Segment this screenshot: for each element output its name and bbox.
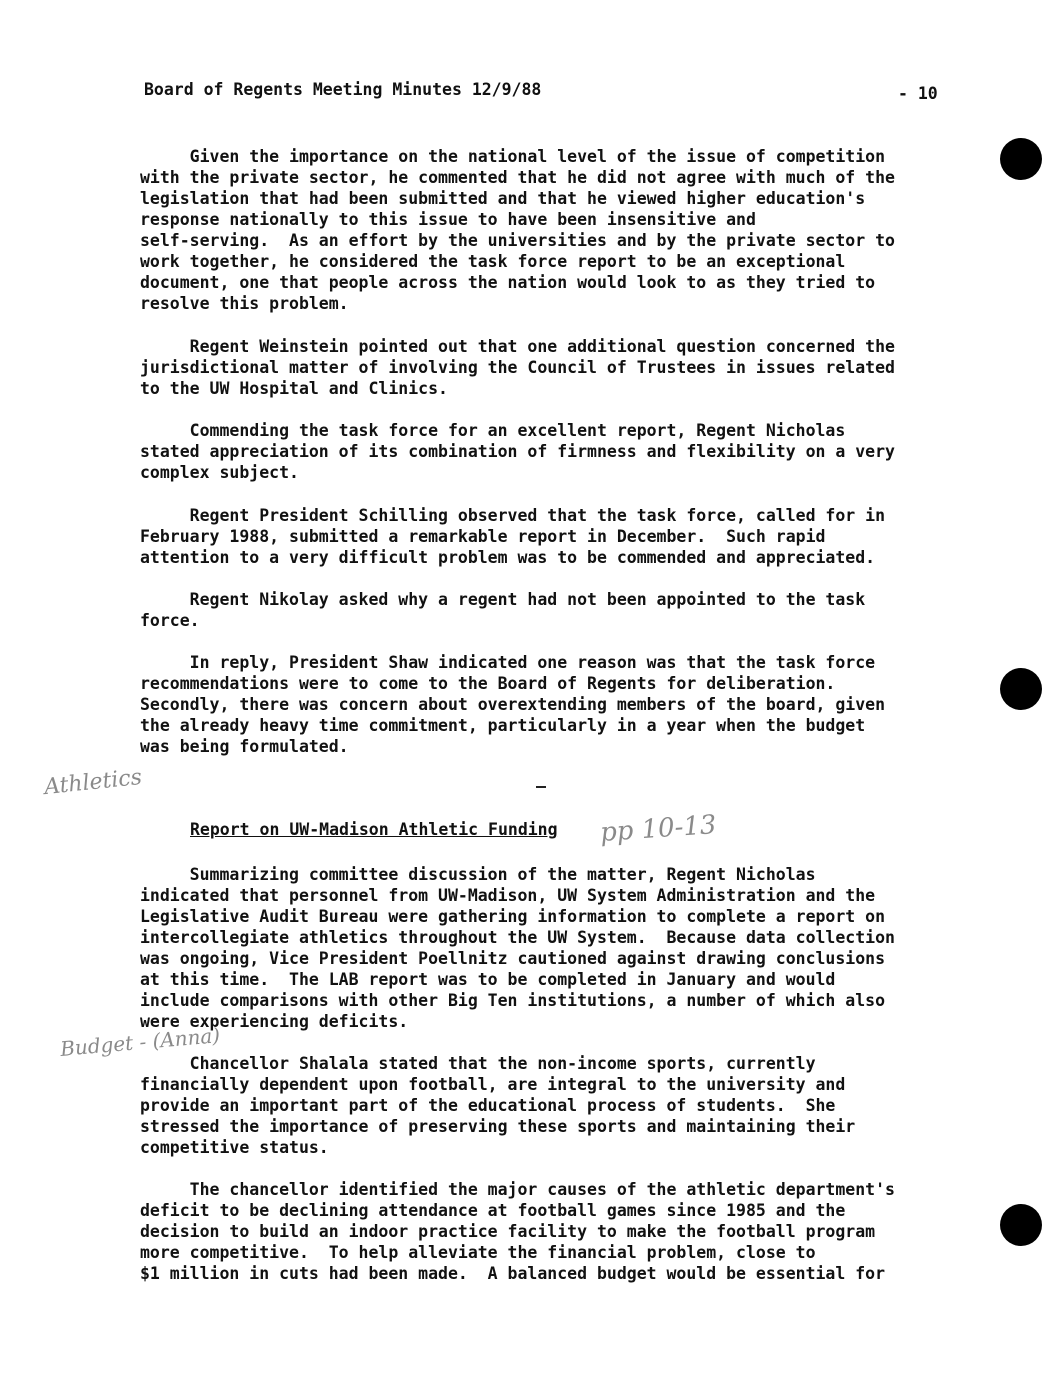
text-line: indicated that personnel from UW-Madison, UW System Administration and the (140, 886, 876, 905)
paragraph-competition (140, 146, 950, 314)
text-line: at this time. The LAB report was to be completed in January and would (140, 970, 836, 989)
text-line: The chancellor identified the major causes of the athletic department's (140, 1180, 895, 1199)
text-line: resolve this problem. (140, 294, 349, 313)
text-line: Chancellor Shalala stated that the non-income sports, currently (140, 1054, 816, 1073)
text-line: decision to build an indoor practice facility to make the football program (140, 1222, 876, 1241)
text-line: deficit to be declining attendance at football games since 1985 and the (140, 1201, 846, 1220)
text-line: was being formulated. (140, 737, 349, 756)
text-line: Given the importance on the national level of the issue of competition (140, 147, 886, 166)
separator-dash (536, 786, 546, 788)
text-line: were experiencing deficits. (140, 1012, 409, 1031)
text-line: response nationally to this issue to have been insensitive and (140, 210, 756, 229)
text-line: financially dependent upon football, are integral to the university and (140, 1075, 846, 1094)
punch-hole (1000, 668, 1042, 710)
text-line: $1 million in cuts had been made. A balanced budget would be essential for (140, 1264, 886, 1283)
text-line: stated appreciation of its combination of firmness and flexibility on a very (140, 442, 895, 461)
text-line: with the private sector, he commented that he did not agree with much of the (140, 168, 895, 187)
text-line: recommendations were to come to the Board of Regents for deliberation. (140, 674, 836, 693)
paragraph-shaw (140, 652, 950, 757)
text-line: self-serving. As an effort by the universities and by the private sector to (140, 231, 895, 250)
header-title: Board of Regents Meeting Minutes 12/9/88 (144, 80, 542, 99)
text-line: provide an important part of the educational process of students. She (140, 1096, 836, 1115)
text-line: was ongoing, Vice President Poellnitz cautioned against drawing conclusions (140, 949, 886, 968)
text-line: February 1988, submitted a remarkable report in December. Such rapid (140, 527, 826, 546)
paragraph-weinstein (140, 336, 950, 399)
text-line: Secondly, there was concern about overextending members of the board, given (140, 695, 886, 714)
paragraph-summarizing (140, 864, 950, 1032)
text-line: document, one that people across the nation would look to as they tried to (140, 273, 876, 292)
text-line: complex subject. (140, 463, 299, 482)
paragraph-chancellor (140, 1179, 950, 1284)
punch-hole (1000, 1204, 1042, 1246)
text-line: Summarizing committee discussion of the matter, Regent Nicholas (140, 865, 816, 884)
text-line: force. (140, 611, 200, 630)
handwritten-budget-note: Budget - (Anna) (59, 1023, 222, 1061)
text-line: Commending the task force for an excellent report, Regent Nicholas (140, 421, 846, 440)
text-line: In reply, President Shaw indicated one reason was that the task force (140, 653, 876, 672)
text-line: more competitive. To help alleviate the financial problem, close to (140, 1243, 816, 1262)
text-line: competitive status. (140, 1138, 329, 1157)
text-line: to the UW Hospital and Clinics. (140, 379, 448, 398)
text-line: Legislative Audit Bureau were gathering information to complete a report on (140, 907, 886, 926)
paragraph-shalala (140, 1053, 950, 1158)
paragraph-schilling (140, 505, 950, 568)
text-line: jurisdictional matter of involving the Council of Trustees in issues related (140, 358, 895, 377)
text-line: Regent President Schilling observed that the task force, called for in (140, 506, 886, 525)
paragraph-nicholas (140, 420, 950, 483)
handwritten-athletics-note: Athletics (42, 764, 144, 801)
handwritten-pages-note: pp 10-13 (599, 809, 718, 849)
text-line: stressed the importance of preserving these sports and maintaining their (140, 1117, 856, 1136)
text-line: Regent Nikolay asked why a regent had not been appointed to the task (140, 590, 866, 609)
paragraph-nikolay (140, 589, 950, 631)
text-line: the already heavy time commitment, particularly in a year when the budget (140, 716, 866, 735)
text-line: Regent Weinstein pointed out that one additional question concerned the (140, 337, 895, 356)
section-heading: Report on UW-Madison Athletic Funding (190, 820, 558, 839)
page-number: - 10 (898, 84, 938, 103)
text-line: work together, he considered the task force report to be an exceptional (140, 252, 846, 271)
punch-hole (1000, 138, 1042, 180)
text-line: legislation that had been submitted and that he viewed higher education's (140, 189, 866, 208)
text-line: include comparisons with other Big Ten institutions, a number of which also (140, 991, 886, 1010)
text-line: intercollegiate athletics throughout the UW System. Because data collection (140, 928, 895, 947)
text-line: attention to a very difficult problem was to be commended and appreciated. (140, 548, 876, 567)
